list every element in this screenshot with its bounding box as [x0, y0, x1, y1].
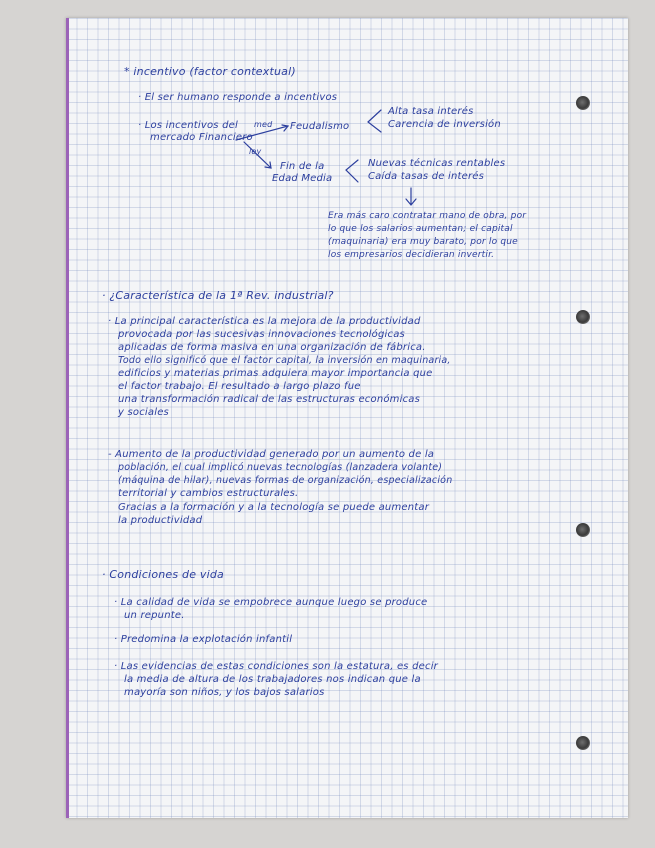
fin-edad-media-line-2: Edad Media — [272, 173, 333, 184]
paragraph-1-line-1: · La principal característica es la mejora de la productividad — [108, 316, 421, 327]
bullet-incentive: · El ser humano responde a incentivos — [138, 92, 338, 103]
paragraph-1-line-4: Todo ello significó que el factor capital, la inversión en maquinaria, — [118, 355, 451, 366]
topic-heading: * incentivo (factor contextual) — [124, 65, 296, 78]
paragraph-2-line-1: - Aumento de la productividad generado por un aumento de la — [108, 449, 435, 460]
conditions-3-line-2: la media de altura de los trabajadores nos indican que la — [124, 674, 421, 685]
cost-line-2: lo que los salarios aumentan; el capital — [328, 224, 513, 234]
feudalismo-label: Feudalismo — [290, 121, 350, 132]
arrow-to-feudalismo — [236, 126, 288, 140]
caida-tasas-label: Caída tasas de interés — [368, 171, 485, 182]
question-heading: · ¿Característica de la 1ª Rev. industrial? — [102, 289, 334, 302]
conditions-3-line-3: mayoría son niños, y los bajos salarios — [124, 687, 325, 698]
bracket-fin-edad-media — [346, 160, 358, 182]
cost-line-1: Era más caro contratar mano de obra, por — [328, 211, 527, 221]
bracket-feudalismo — [368, 110, 381, 132]
paragraph-1-line-8: y sociales — [118, 407, 169, 418]
cost-line-3: (maquinaria) era muy barato, por lo que — [328, 237, 518, 247]
nuevas-tecnicas-label: Nuevas técnicas rentables — [368, 158, 506, 169]
incentives-line-2: mercado Financiero — [150, 132, 253, 143]
notebook-page — [66, 18, 628, 818]
paragraph-1-line-7: una transformación radical de las estructuras económicas — [118, 394, 421, 405]
carencia-label: Carencia de inversión — [388, 119, 501, 130]
paragraph-1-line-5: edificios y materias primas adquiera mayor importancia que — [118, 368, 433, 379]
fin-edad-media-line-1: Fin de la — [280, 161, 325, 172]
paragraph-2-line-2: población, el cual implicó nuevas tecnologías (lanzadera volante) — [118, 462, 443, 473]
paragraph-2-line-3: (máquina de hilar), nuevas formas de organización, especialización — [118, 475, 453, 486]
conditions-heading: · Condiciones de vida — [102, 568, 224, 581]
alta-tasa-label: Alta tasa interés — [388, 106, 474, 117]
conditions-2-line-1: · Predomina la explotación infantil — [114, 634, 293, 645]
conditions-1-line-1: · La calidad de vida se empobrece aunque luego se produce — [114, 597, 428, 608]
arrow-label-med: med — [254, 120, 273, 129]
conditions-1-line-2: un repunte. — [124, 610, 185, 621]
paragraph-2-line-5: Gracias a la formación y a la tecnología se puede aumentar — [118, 502, 430, 513]
paragraph-1-line-6: el factor trabajo. El resultado a largo plazo fue — [118, 381, 361, 392]
ink-strokes — [66, 18, 628, 818]
arrow-label-ley: ley — [249, 147, 262, 156]
paragraph-2-line-4: territorial y cambios estructurales. — [118, 488, 299, 499]
paragraph-1-line-3: aplicadas de forma masiva en una organización de fábrica. — [118, 342, 426, 353]
paragraph-2-line-6: la productividad — [118, 515, 203, 526]
arrow-to-fin-edad-media — [244, 142, 271, 168]
paragraph-1-line-2: provocada por las sucesivas innovaciones tecnológicas — [118, 329, 405, 340]
cost-line-4: los empresarios decidieran invertir. — [328, 250, 495, 260]
incentives-line-1: · Los incentivos del — [138, 120, 238, 131]
conditions-3-line-1: · Las evidencias de estas condiciones son la estatura, es decir — [114, 661, 438, 672]
